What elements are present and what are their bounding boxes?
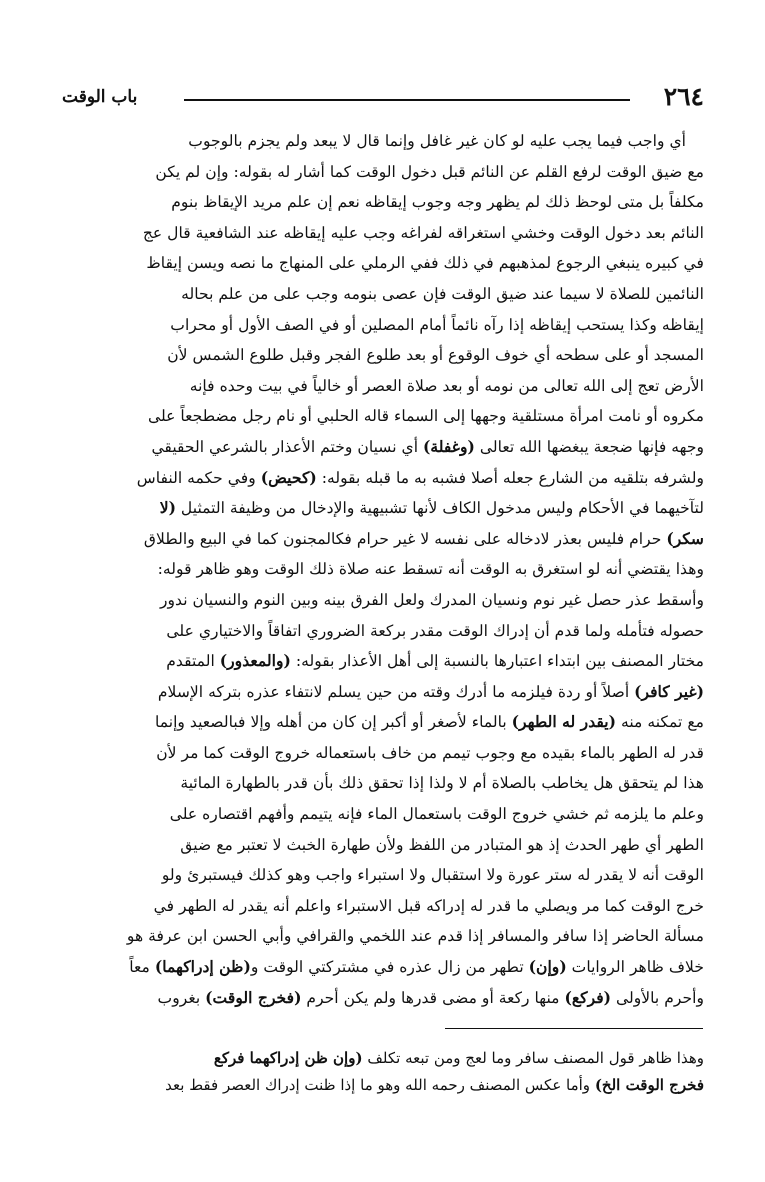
commentary-text: بغروب: [157, 988, 206, 1007]
header-rule: [184, 99, 630, 101]
commentary-text: مكلفاً بل متى لوحظ ذلك لم يظهر وجه وجوب إيقاظه نعم إن علم مريد الإيقاظ بنوم: [171, 193, 704, 212]
text-line: [62, 677, 704, 708]
text-line: [62, 340, 704, 371]
commentary-text: مختار المصنف بين ابتداء اعتبارها بالنسبة إلى أهل الأعذار بقوله:: [290, 652, 704, 671]
text-line: [62, 830, 704, 861]
text-line: [62, 371, 704, 402]
text-line: [62, 983, 704, 1014]
commentary-text: وأحرم بالأولى: [611, 988, 704, 1007]
bold-matn-text: (غير كافر): [634, 681, 704, 701]
commentary-text: لتآخيهما في الأحكام وليس مدخول الكاف لأنها تشبيهية والإدخال من وظيفة التمثيل: [175, 499, 704, 518]
commentary-text: الوقت أنه لا يقدر له ستر عورة ولا استقبال ولا استبراء واجب وهو كذلك فيستبرئ ولو: [161, 866, 704, 885]
bold-matn-text: (وغفلة): [423, 436, 475, 456]
commentary-text: مكروه أو نامت امرأة مستلقية وجهها إلى السماء قاله الحلبي أو نام رجل مضطجعاً على: [147, 407, 704, 426]
commentary-text: وجهه فإنها ضجعة يبغضها الله تعالى: [474, 437, 704, 456]
commentary-text: ولشرفه بتلقيه من الشارع جعله أصلا فشبه به ما قبله بقوله:: [316, 468, 704, 487]
commentary-text: وفي حكمه النفاس: [136, 468, 261, 487]
commentary-text: قدر له الطهر بالماء بقيده مع وجوب تيمم من خاف باستعماله خروج الوقت كما مر لأن: [156, 743, 704, 762]
text-line: [62, 218, 704, 249]
commentary-text: أصلاً أو ردة فيلزمه ما أدرك وقته من حين يسلم لانتفاء عذره بتركه الإسلام: [157, 682, 635, 701]
bold-matn-text: (يقدر له الطهر): [511, 712, 617, 732]
commentary-text: الطهر أي طهر الحدث إذ هو المتبادر من اللفظ ولأن طهارة الخبث لا تعتبر مع ضيق: [180, 835, 704, 854]
page-number: ٢٦٤: [663, 82, 704, 111]
commentary-text: تطهر من زال عذره في مشتركتي الوقت و: [250, 958, 529, 977]
bold-matn-text: (وإن): [528, 957, 567, 977]
bold-matn-text: (كحيض): [260, 467, 317, 487]
commentary-text: خلاف ظاهر الروايات: [566, 958, 704, 977]
commentary-text: بالماء لأصغر أو أكبر إن كان من أهله وإلا فبالصعيد وإنما: [154, 713, 512, 732]
footnote: [62, 1045, 704, 1099]
commentary-text: معاً: [129, 958, 155, 977]
text-line: [62, 310, 704, 341]
bold-matn-text: سكر): [666, 528, 704, 548]
text-line: [62, 860, 704, 891]
bold-matn-text: (وإن ظن إدراكهما فركع: [213, 1049, 363, 1067]
footnote-separator: [445, 1028, 703, 1029]
bold-matn-text: فخرج الوقت الخ): [594, 1076, 704, 1094]
text-line: [62, 585, 704, 616]
commentary-text: المتقدم: [166, 652, 220, 671]
commentary-text: وهذا ظاهر قول المصنف سافر وما لعج ومن تبعه تكلف: [362, 1049, 704, 1067]
main-text: [62, 126, 704, 1013]
running-header: [62, 80, 704, 114]
text-line: [62, 799, 704, 830]
bold-matn-text: (فركع): [564, 987, 612, 1007]
text-line: [62, 187, 704, 218]
text-line: [62, 524, 704, 555]
commentary-text: وأما عكس المصنف رحمه الله وهو ما إذا ظنت إدراك العصر فقط بعد: [165, 1076, 595, 1094]
text-line: [62, 616, 704, 647]
commentary-text: مسألة الحاضر إذا سافر والمسافر إذا قدم عند اللخمي والقرافي وأبي الحسن ابن عرفة هو: [126, 927, 704, 946]
footnote-line: [62, 1072, 704, 1099]
commentary-text: النائمين للصلاة لا سيما عند ضيق الوقت فإن عصى بنومه وجب على من علم بحاله: [181, 284, 704, 303]
text-line: [62, 768, 704, 799]
text-line: [62, 401, 704, 432]
bold-matn-text: (لا: [159, 498, 176, 518]
commentary-text: النائم بعد دخول الوقت وخشي استغراقه لفراغه وجب عليه إيقاظه عند الشافعية قال عج: [142, 223, 704, 242]
text-line: [62, 279, 704, 310]
text-line: [62, 126, 704, 157]
chapter-title: باب الوقت: [62, 87, 138, 107]
text-line: [62, 157, 704, 188]
footnote-line: [62, 1045, 704, 1072]
commentary-text: حصوله فتأمله ولما قدم أن إدراك الوقت مقدر بركعة الضروري اتفاقاً والاختياري على: [166, 621, 704, 640]
text-line: [62, 707, 704, 738]
bold-matn-text: (ظن إدراكهما): [154, 957, 251, 977]
text-line: [62, 554, 704, 585]
commentary-text: في كبيره ينبغي الرجوع لمذهبهم في ذلك ففي الرملي على المنهاج ما نصه ويسن إيقاظ: [146, 254, 704, 273]
bold-matn-text: (والمعذور): [219, 651, 291, 671]
commentary-text: مع تمكنه منه: [616, 713, 704, 732]
text-line: [62, 493, 704, 524]
commentary-text: حرام فليس بعذر لادخاله على نفسه لا غير حرام فكالمجنون كما في البيع والطلاق: [143, 529, 667, 548]
commentary-text: المسجد أو على سطحه أي خوف الوقوع أو بعد طلوع الفجر وقبل طلوع الشمس لأن: [167, 346, 704, 365]
text-line: [62, 891, 704, 922]
commentary-text: منها ركعة أو مضى قدرها ولم يكن أحرم: [301, 988, 565, 1007]
commentary-text: هذا لم يتحقق هل يخاطب بالصلاة أم لا ولذا إذا تحقق ذلك بأن قدر بالطهارة المائية: [180, 774, 704, 793]
bold-matn-text: (فخرج الوقت): [205, 987, 302, 1007]
commentary-text: أي نسيان وختم الأعذار بالشرعي الحقيقي: [151, 437, 423, 456]
text-line: [62, 738, 704, 769]
commentary-text: وأسقط عذر حصل غير نوم ونسيان المدرك ولعل الفرق بينه وبين النوم والنسيان ندور: [160, 590, 704, 609]
commentary-text: وعلم ما يلزمه ثم خشي خروج الوقت باستعمال الماء فإنه يتيمم وأفهم اقتصاره على: [169, 805, 704, 824]
text-line: [62, 432, 704, 463]
commentary-text: خرج الوقت كما مر ويصلي ما قدر له إدراكه قبل الاستبراء واعلم أنه يقدر له الطهر في: [153, 896, 704, 915]
text-line: [62, 952, 704, 983]
commentary-text: إيقاظه وكذا يستحب إيقاظه إذا رآه نائماً أمام المصلين أو في الصف الأول أو محراب: [170, 315, 704, 334]
commentary-text: مع ضيق الوقت لرفع القلم عن النائم قبل دخول الوقت كما أشار له بقوله: وإن لم يكن: [155, 162, 704, 181]
text-line: [62, 921, 704, 952]
commentary-text: وهذا يقتضي أنه لو استغرق به الوقت أنه تسقط عنه صلاة ذلك الوقت وهو ظاهر قوله:: [157, 560, 704, 579]
text-line: [62, 463, 704, 494]
commentary-text: أي واجب فيما يجب عليه لو كان غير غافل وإنما قال لا يبعد ولم يجزم بالوجوب: [188, 132, 686, 150]
text-line: [62, 646, 704, 677]
commentary-text: الأرض تعج إلى الله تعالى من نومه أو بعد صلاة العصر أو خالياً في بيت وحده فإنه: [189, 376, 704, 395]
text-line: [62, 248, 704, 279]
